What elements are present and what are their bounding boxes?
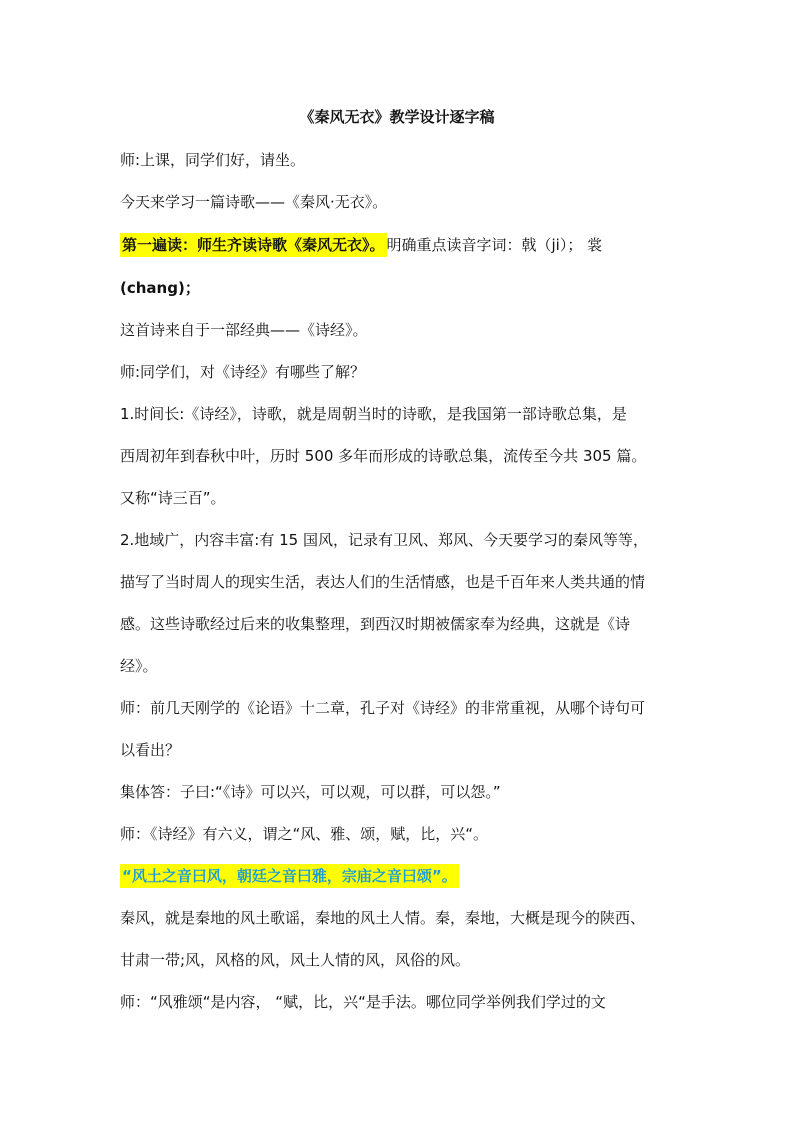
text-line: 感。这些诗歌经过后来的收集整理，到西汉时期被儒家奉为经典，这就是《诗 [120, 615, 631, 633]
document-title: 《秦风无衣》教学设计逐字稿 [299, 108, 495, 126]
text-line: 师：前几天刚学的《论语》十二章，孔子对《诗经》的非常重视，从哪个诗句可 [120, 699, 646, 717]
text-line: 师：《诗经》有六义，谓之“风、雅、颂，赋，比，兴“。 [120, 825, 489, 843]
text-line-rest: 明确重点读音字词：戟（ji）； 裳 [386, 236, 603, 254]
text-line [120, 235, 602, 255]
text-line: 今天来学习一篇诗歌——《秦风·无衣》。 [120, 193, 388, 211]
text-line: 1.时间长:《诗经》，诗歌，就是周朝当时的诗歌，是我国第一部诗歌总集，是 [120, 405, 627, 423]
text-line: 经》。 [120, 657, 158, 675]
text-line: 这首诗来自于一部经典——《诗经》。 [120, 321, 368, 339]
highlighted-quote: “风土之音曰风，朝廷之音曰雅，宗庙之音曰颂”。 [120, 864, 459, 888]
text-line: 西周初年到春秋中叶，历时 500 多年而形成的诗歌总集，流传至今共 305 篇。 [120, 447, 647, 465]
text-line: (chang)； [120, 279, 200, 297]
text-line: 师:同学们，对《诗经》有哪些了解？ [120, 363, 366, 381]
text-line: 集体答：子曰:“《诗》可以兴，可以观，可以群，可以怨。” [120, 783, 501, 801]
text-line: 秦风，就是秦地的风土歌谣，秦地的风土人情。秦，秦地，大概是现今的陕西、 [120, 909, 646, 927]
text-line: 描写了当时周人的现实生活，表达人们的生活情感，也是千百年来人类共通的情 [120, 573, 646, 591]
text-line: 又称“诗三百”。 [120, 489, 226, 507]
highlighted-text: 第一遍读：师生齐读诗歌《秦风无衣》。 [120, 233, 387, 257]
text-line: 师：“风雅颂“是内容， “赋，比，兴“是手法。哪位同学举例我们学过的文 [120, 993, 606, 1011]
text-line: 甘肃一带;风，风格的风，风土人情的风，风俗的风。 [120, 951, 471, 969]
text-line: 师:上课，同学们好，请坐。 [120, 151, 306, 169]
text-line [120, 866, 459, 886]
text-line: 以看出？ [120, 741, 181, 759]
text-line: 2.地域广，内容丰富:有 15 国风，记录有卫风、郑风、今天要学习的秦风等等， [120, 531, 648, 549]
